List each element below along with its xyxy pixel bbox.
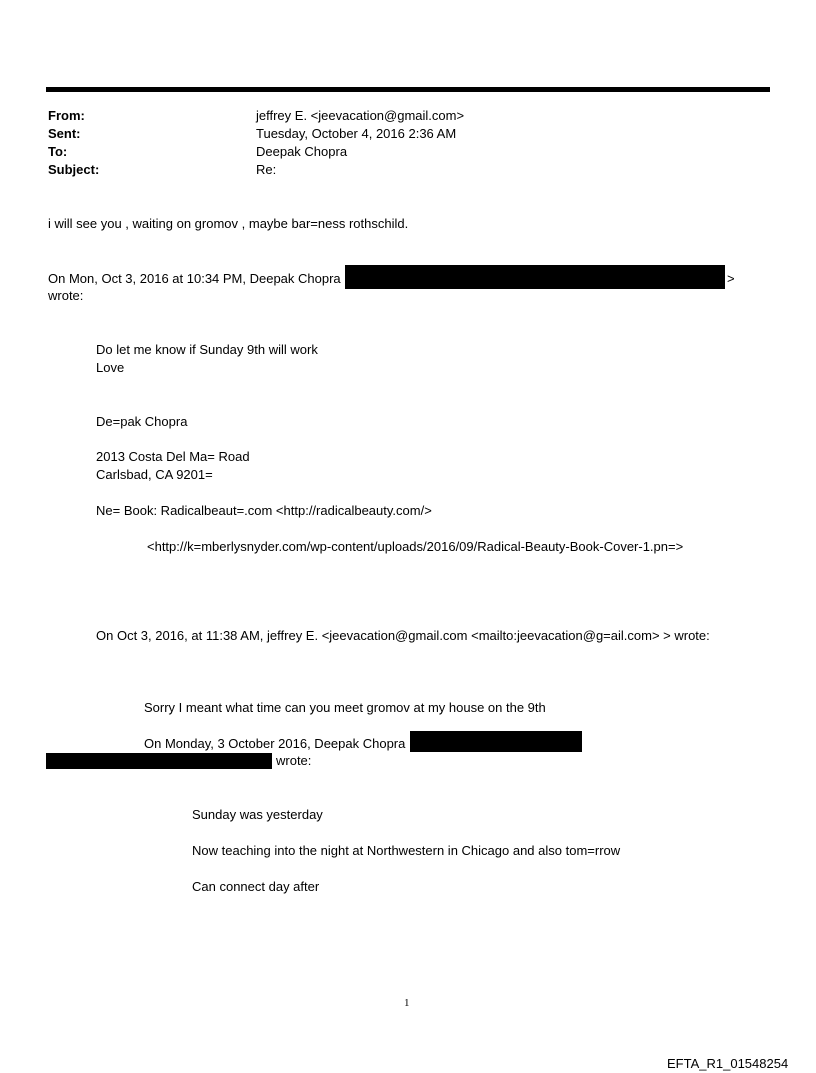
quote1-intro: On Mon, Oct 3, 2016 at 10:34 PM, Deepak Chopra bbox=[48, 271, 341, 286]
quote3-line3: Can connect day after bbox=[192, 879, 320, 894]
redaction-block bbox=[410, 731, 582, 752]
sent-label: Sent: bbox=[48, 126, 81, 141]
signature-book-link[interactable]: Ne= Book: Radicalbeaut=.com <http://radicalbeauty.com/> bbox=[96, 503, 432, 518]
quote2-line1: Sorry I meant what time can you meet gromov at my house on the 9th bbox=[144, 700, 546, 715]
quote1-intro-wrote: wrote: bbox=[48, 288, 84, 303]
page-number: 1 bbox=[404, 997, 410, 1009]
signature-address2: Carlsbad, CA 9201= bbox=[96, 467, 213, 482]
quote1-line2: Love bbox=[96, 360, 125, 375]
quote1-intro-bracket: > bbox=[727, 271, 735, 286]
redaction-block bbox=[345, 265, 725, 289]
from-label: From: bbox=[48, 108, 85, 123]
reply-text: i will see you , waiting on gromov , maybe bar=ness rothschild. bbox=[48, 216, 409, 231]
bates-number: EFTA_R1_01548254 bbox=[667, 1056, 789, 1071]
sent-value: Tuesday, October 4, 2016 2:36 AM bbox=[256, 126, 457, 141]
quote1-line1: Do let me know if Sunday 9th will work bbox=[96, 342, 318, 357]
header-rule bbox=[46, 87, 770, 92]
from-value: jeffrey E. <jeevacation@gmail.com> bbox=[256, 108, 465, 123]
subject-label: Subject: bbox=[48, 162, 100, 177]
to-value: Deepak Chopra bbox=[256, 144, 348, 159]
to-label: To: bbox=[48, 144, 68, 159]
subject-value: Re: bbox=[256, 162, 277, 177]
quote2-intro: On Oct 3, 2016, at 11:38 AM, jeffrey E. <jeevacation@gmail.com <mailto:jeevacation@g=ail.com> > wrote: bbox=[96, 628, 710, 643]
quote3-line1: Sunday was yesterday bbox=[192, 807, 323, 822]
signature-address1: 2013 Costa Del Ma= Road bbox=[96, 449, 250, 464]
signature-name: De=pak Chopra bbox=[96, 414, 188, 429]
quote3-intro-wrote: wrote: bbox=[276, 753, 312, 768]
redaction-block bbox=[46, 753, 272, 769]
quote3-line2: Now teaching into the night at Northwestern in Chicago and also tom=rrow bbox=[192, 843, 621, 858]
quote3-intro: On Monday, 3 October 2016, Deepak Chopra bbox=[144, 736, 406, 751]
signature-image-link[interactable]: <http://k=mberlysnyder.com/wp-content/uploads/2016/09/Radical-Beauty-Book-Cover-1.pn=> bbox=[147, 539, 684, 554]
